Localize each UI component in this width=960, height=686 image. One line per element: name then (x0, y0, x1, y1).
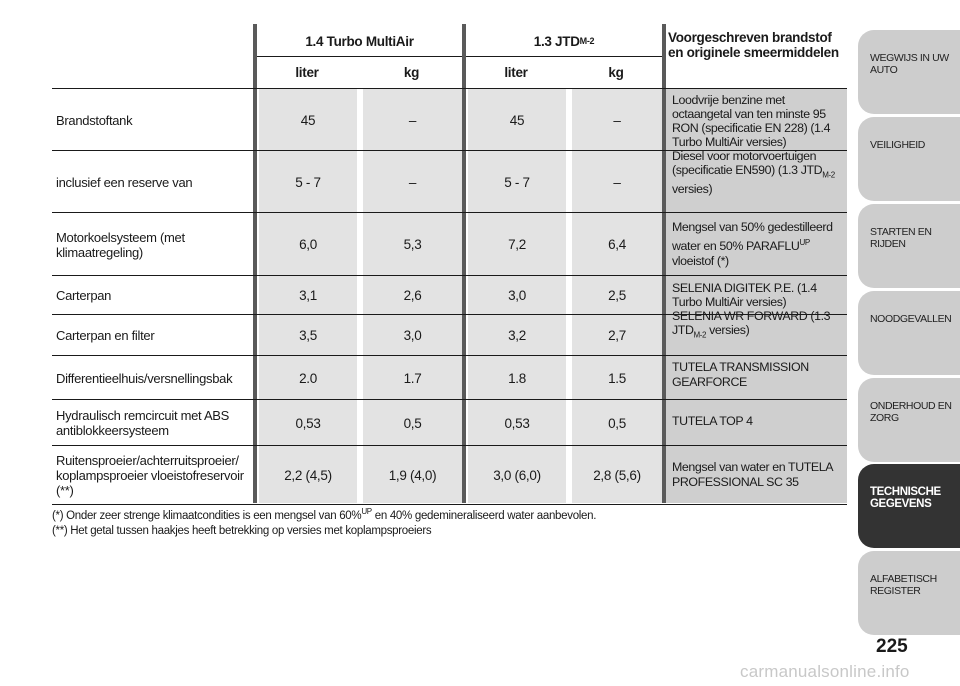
cell-liter-2: 3,0 (508, 288, 526, 303)
tab-label: NOODGEVALLEN (870, 313, 952, 325)
unit-liter-1: liter (295, 64, 319, 80)
cell-kg-1: – (408, 174, 417, 190)
tab-label: TECHNISCHE GEGEVENS (870, 486, 941, 510)
footnote-2: (**) Het getal tussen haakjes heeft betrekking op versies met koplampsproeiers (52, 525, 432, 537)
spec-gear: TUTELA TRANSMISSION GEARFORCE (672, 360, 809, 389)
spec-oil-diesel-b: versies) (709, 323, 750, 337)
footnote-1-b: en 40% gedemineraliseerd water aanbevolen. (374, 509, 597, 522)
spec-header: Voorgeschreven brandstof en originele smeermiddelen (668, 30, 839, 60)
spec-oil-diesel-sub: M-2 (693, 330, 707, 340)
cell-kg-1: 0,5 (403, 415, 422, 431)
spec-fuel-diesel (672, 149, 844, 196)
cell-kg-1: 3,0 (403, 328, 422, 343)
tab-noodgevallen[interactable] (858, 291, 960, 375)
cell-liter-1: 5 - 7 (295, 174, 321, 190)
cell-kg-2: 2,7 (608, 328, 626, 343)
footnote-1 (52, 507, 596, 522)
chapter-tabs (858, 0, 960, 640)
cell-liter-1: 0,53 (295, 415, 321, 431)
unit-kg-1: kg (403, 64, 420, 80)
footnote-1-a: (*) Onder zeer strenge klimaatcondities is een mengsel van 60% (52, 509, 362, 522)
spec-fuel-diesel-a: Diesel voor motorvoertuigen (specificatie EN590) (1.3 JTD (672, 149, 823, 177)
unit-liter-2: liter (504, 64, 528, 80)
page-number: 225 (876, 636, 908, 657)
tab-veiligheid[interactable] (858, 117, 960, 201)
tab-technische-gegevens[interactable] (858, 464, 960, 548)
row-label: Hydraulisch remcircuit met ABS antiblokkeersysteem (56, 408, 230, 438)
spec-brake: TUTELA TOP 4 (672, 414, 753, 428)
tab-label: WEGWIJS IN UW AUTO (870, 52, 949, 76)
row-label: Carterpan (56, 288, 112, 303)
spec-coolant-sup: UP (799, 238, 810, 247)
cell-kg-1: 1,9 (4,0) (388, 467, 437, 483)
spec-oil-diesel-a: SELENIA WR FORWARD (1.3 JTD (672, 309, 831, 337)
spec-fuel-petrol: Loodvrije benzine met octaangetal van ten minste 95 RON (specificatie EN 228) (1.4 Turbo MultiAir versies) (672, 93, 831, 149)
header-divider-line (257, 56, 662, 57)
spec-fuel (672, 93, 844, 196)
cell-kg-2: 1.5 (608, 370, 626, 386)
row-label: Brandstoftank (56, 112, 133, 128)
cell-liter-1: 2.0 (299, 370, 317, 386)
engine1-header: 1.4 Turbo MultiAir (305, 33, 414, 49)
cell-liter-2: 5 - 7 (504, 174, 530, 190)
row-label: inclusief een reserve van (56, 174, 193, 190)
spec-oil-diesel (672, 309, 844, 342)
cell-kg-1: 5,3 (403, 237, 422, 252)
spec-coolant-a: Mengsel van 50% gedestilleerd water en 50% PARAFLU (672, 220, 833, 254)
cell-kg-2: 0,5 (608, 415, 626, 431)
cell-liter-1: 3,5 (299, 328, 317, 343)
tab-label: VEILIGHEID (870, 139, 925, 151)
spec-coolant-b: vloeistof (*) (672, 254, 729, 269)
cell-liter-2: 3,0 (6,0) (493, 467, 541, 483)
cell-kg-2: 2,5 (608, 288, 626, 303)
cell-kg-2: – (613, 112, 621, 128)
watermark: carmanualsonline.info (740, 662, 910, 681)
unit-kg-2: kg (608, 64, 624, 80)
tab-label: ONDERHOUD EN ZORG (870, 400, 952, 424)
row-label: Motorkoelsysteem (met klimaatregeling) (56, 229, 185, 260)
cell-liter-1: 45 (300, 112, 316, 128)
cell-liter-1: 6,0 (299, 237, 317, 252)
cell-liter-1: 2,2 (4,5) (284, 467, 332, 483)
cell-kg-2: 2,8 (5,6) (593, 467, 641, 483)
spec-fuel-diesel-sub: M-2 (822, 170, 835, 180)
cell-liter-2: 7,2 (508, 237, 526, 252)
engine2-header-main: 1.3 JTD (533, 33, 580, 49)
tab-alfabetisch[interactable] (858, 551, 960, 635)
tab-onderhoud[interactable] (858, 378, 960, 462)
cell-liter-2: 1.8 (508, 370, 526, 386)
footnote-1-sup: UP (361, 507, 372, 516)
cell-liter-2: 3,2 (508, 328, 526, 343)
tab-label: STARTEN EN RIJDEN (870, 226, 932, 250)
spec-washer: Mengsel van water en TUTELA PROFESSIONAL SC 35 (672, 460, 833, 489)
engine2-header-sub: M-2 (579, 36, 595, 46)
spec-fuel-diesel-b: versies) (672, 182, 713, 197)
cell-liter-2: 0,53 (504, 415, 530, 431)
cell-kg-2: – (613, 174, 621, 190)
engine2-header (466, 30, 662, 52)
row-label: Ruitensproeier/achterruitsproeier/ koplampsproeier vloeistofreservoir (**) (56, 452, 244, 498)
row-label: Differentieelhuis/versnellingsbak (56, 370, 233, 386)
row-label: Carterpan en filter (56, 328, 155, 343)
tab-label: ALFABETISCH REGISTER (870, 573, 937, 597)
cell-liter-2: 45 (509, 112, 525, 128)
spec-oil (672, 281, 844, 342)
tab-starten[interactable] (858, 204, 960, 288)
cell-kg-1: 2,6 (403, 288, 422, 303)
cell-liter-1: 3,1 (299, 288, 317, 303)
cell-kg-1: 1.7 (403, 370, 422, 386)
cell-kg-1: – (408, 112, 417, 128)
spec-coolant (672, 220, 844, 269)
spec-oil-petrol: SELENIA DIGITEK P.E. (1.4 Turbo MultiAir versies) (672, 281, 817, 309)
tab-wegwijs[interactable] (858, 30, 960, 114)
cell-kg-2: 6,4 (608, 237, 626, 252)
